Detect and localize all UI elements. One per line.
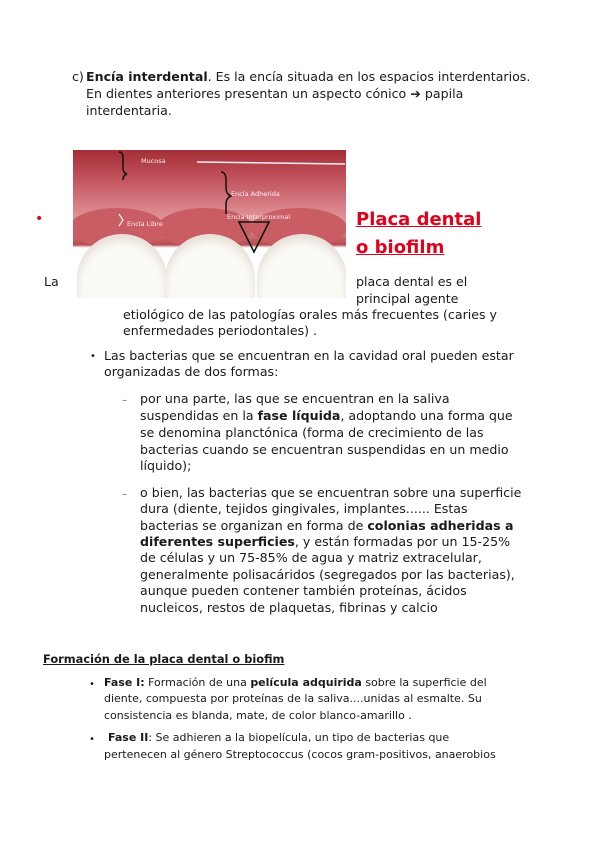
phase2-l1: : Se adhieren a la biopelícula, un tipo de bacterias que [148,731,450,744]
list-marker-c: c) [72,69,84,84]
section-title-line2: o biofilm [356,237,445,258]
colonias-term: colonias adheridas a [367,518,514,533]
sub2-line-6: generalmente polisacáridos (segregados por las bacterias), [140,567,515,582]
dash-marker-1: – [122,395,127,406]
item-c-line2-text: En dientes anteriores presentan un aspecto cónico [86,86,407,101]
phase1-l1a: Formación de una [144,676,251,689]
gingiva-photo [73,150,346,298]
sub2-l3a: bacterias se organizan en forma de [140,518,368,533]
fase-liquida-term: fase líquida [257,408,341,423]
section-title-line1: Placa dental [356,209,482,230]
superficies-term: diferentes superficies [140,534,295,549]
intro-line-4: enfermedades periodontales) . [123,323,318,338]
sub1-line-4: bacterias cuando se encuentran suspendidas en un medio [140,442,509,457]
sub1-line-2 [140,408,513,424]
label-encia-interproximal: Encía Interproximal [227,213,291,221]
intro-line-3: etiológico de las patologías orales más frecuentes (caries y [123,307,498,322]
phase1-line-2: diente, compuesta por proteínas de la saliva....unidas al esmalte. Su [104,692,482,705]
sub2-line-3 [140,518,514,534]
label-mucosa: Mucosa [141,157,166,165]
item-c-term: Encía interdental [86,69,208,84]
right-arrow-icon: ➔ [410,86,421,101]
bacteria-line-2: organizadas de dos formas: [104,364,279,379]
annotation-overlay [73,150,346,298]
item-c-line2 [86,86,463,102]
phase2-label: Fase II [108,731,149,744]
label-encia-libre: Encía Libre [127,220,163,228]
phase2-line-2: pertenecen al género Streptococcus (cocos gram-positivos, anaerobios [104,748,496,761]
sub2-line-5: de células y un 75-85% de agua y matriz extracelular, [140,550,482,565]
sub2-line-4 [140,534,510,550]
phase1-l1c: sobre la superficie del [361,676,487,689]
phase2-bullet: • [89,734,95,745]
bacteria-bullet: • [90,351,96,362]
title-bullet: • [35,211,44,227]
sub1-line-5: líquido); [140,458,192,473]
intro-la: La [44,274,59,289]
sub1-l2a: suspendidas en la [140,408,258,423]
phase1-bullet: • [89,679,95,690]
dash-marker-2: – [122,489,127,500]
phase1-label: Fase I: [104,676,145,689]
sub1-line-3: se denomina planctónica (forma de crecimiento de las [140,425,484,440]
item-c-line3: interdentaria. [86,103,172,118]
formation-heading: Formación de la placa dental o biofim [43,652,285,666]
item-c-text: . Es la encía situada en los espacios interdentarios. [207,69,531,84]
sub2-line-8: nucleicos, restos de plaquetas, fibrinas y calcio [140,600,438,615]
item-c-line2-end: papila [420,86,464,101]
sub2-line-7: aunque pueden contener también proteínas, ácidos [140,583,467,598]
sub2-line-1: o bien, las bacterias que se encuentran sobre una superficie [140,485,522,500]
intro-right-2: principal agente [356,291,459,306]
sub2-l4b: , y están formadas por un 15-25% [294,534,511,549]
sub1-line-1: por una parte, las que se encuentran en la saliva [140,391,450,406]
phase1-line-1 [104,675,487,692]
label-encia-adherida: Encía Adherida [231,190,280,198]
phase1-line-3: consistencia es blanda, mate, de color blanco-amarillo . [104,709,412,722]
pelicula-term: película adquirida [250,676,362,689]
phase2-line-1 [108,730,449,747]
item-c-line1 [86,69,530,85]
intro-right-1: placa dental es el [356,274,468,289]
sub2-line-2: dura (diente, tejidos gingivales, implantes...... Estas [140,501,468,516]
sub1-l2c: , adoptando una forma que [340,408,513,423]
bacteria-line-1: Las bacterias que se encuentran en la cavidad oral pueden estar [104,348,514,363]
